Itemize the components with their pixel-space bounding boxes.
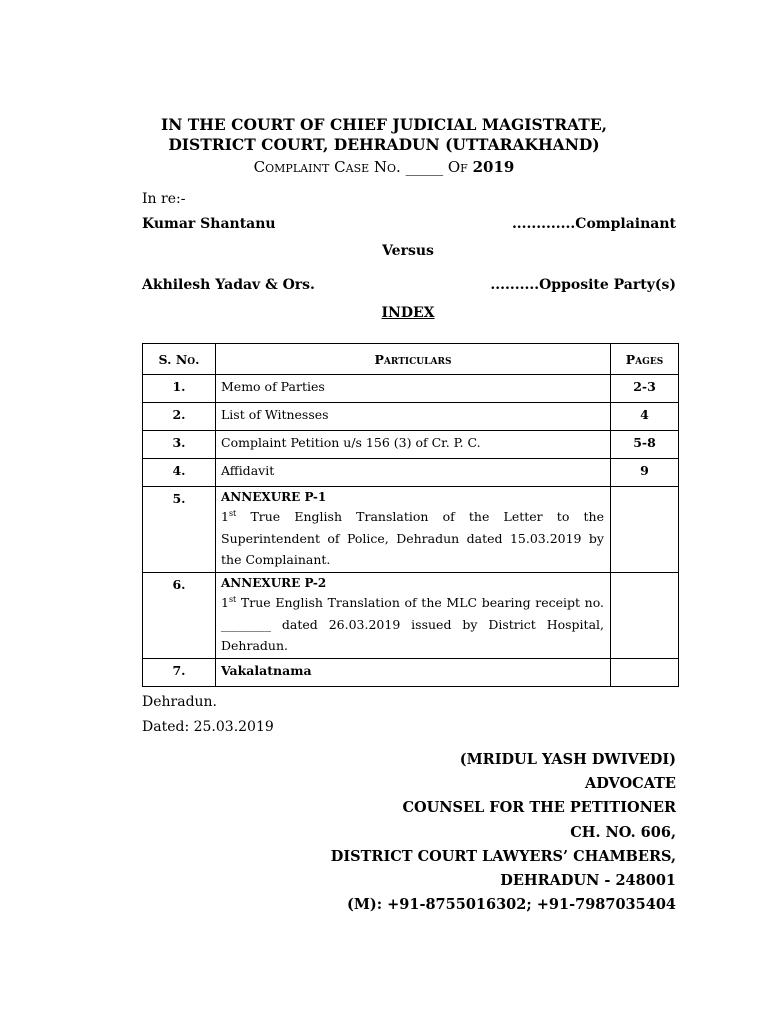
table-row xyxy=(143,487,679,573)
table-row xyxy=(143,659,679,687)
row-pages: 4 xyxy=(611,403,679,431)
index-title: INDEX xyxy=(381,305,435,321)
row-particulars: Complaint Petition u/s 156 (3) of Cr. P. C. xyxy=(216,431,611,459)
ordinal-suffix: st xyxy=(228,595,237,604)
place-label: Dehradun. xyxy=(142,694,218,710)
phone-numbers: (M): +91-8755016302; +91-7987035404 xyxy=(346,896,676,914)
advocate-title: ADVOCATE xyxy=(584,775,676,793)
row-particulars xyxy=(216,573,611,659)
chambers-address: DISTRICT COURT LAWYERS’ CHAMBERS, xyxy=(330,847,676,865)
row-pages xyxy=(611,659,679,687)
annexure-text: True English Translation of the Letter to the Superintendent of Police, Dehradun dated 15.03.2019 by the Complainant. xyxy=(221,509,604,568)
opposite-party-row xyxy=(142,277,676,293)
row-particulars: Affidavit xyxy=(216,459,611,487)
advocate-name: (MRIDUL YASH DWIVEDI) xyxy=(459,751,676,768)
complainant-name: Kumar Shantanu xyxy=(142,216,276,232)
index-table xyxy=(142,343,679,687)
table-row xyxy=(143,573,679,659)
row-pages xyxy=(611,573,679,659)
header-sno: S. No. xyxy=(143,344,216,375)
row-particulars: List of Witnesses xyxy=(216,403,611,431)
table-row xyxy=(143,431,679,459)
chamber-number: CH. NO. 606, xyxy=(570,823,676,841)
court-title-line1: IN THE COURT OF CHIEF JUDICIAL MAGISTRATE, xyxy=(160,115,608,134)
signature-block xyxy=(331,748,676,917)
in-re-label: In re:- xyxy=(142,191,186,207)
row-sno: 3. xyxy=(143,431,216,459)
court-title xyxy=(0,115,768,155)
complainant-role: .............Complainant xyxy=(511,216,676,232)
table-row xyxy=(143,403,679,431)
row-sno: 4. xyxy=(143,459,216,487)
versus-label: Versus xyxy=(382,243,434,259)
ordinal: 1 xyxy=(221,509,229,525)
row-sno: 2. xyxy=(143,403,216,431)
counsel-line: COUNSEL FOR THE PETITIONER xyxy=(402,799,676,817)
row-sno: 6. xyxy=(143,573,216,659)
row-pages: 2-3 xyxy=(611,375,679,403)
case-prefix: Complaint Case No. _____ Of xyxy=(253,158,468,176)
annexure-label: ANNEXURE P-1 xyxy=(221,490,327,504)
opposite-party-role: ..........Opposite Party(s) xyxy=(490,277,676,293)
row-pages: 5-8 xyxy=(611,431,679,459)
city-pincode: DEHRADUN - 248001 xyxy=(500,872,676,890)
row-particulars: Vakalatnama xyxy=(216,659,611,687)
row-particulars xyxy=(216,487,611,573)
row-particulars: Memo of Parties xyxy=(216,375,611,403)
court-title-line2: DISTRICT COURT, DEHRADUN (UTTARAKHAND) xyxy=(168,135,600,154)
header-particulars: Particulars xyxy=(216,344,611,375)
ordinal: 1 xyxy=(221,595,229,611)
case-year: 2019 xyxy=(472,158,515,176)
case-number-line xyxy=(0,158,768,176)
row-sno: 7. xyxy=(143,659,216,687)
annexure-label: ANNEXURE P-2 xyxy=(221,576,327,590)
row-sno: 1. xyxy=(143,375,216,403)
annexure-description xyxy=(221,503,604,571)
ordinal-suffix: st xyxy=(228,509,237,518)
table-row xyxy=(143,459,679,487)
date-label: Dated: 25.03.2019 xyxy=(142,719,274,735)
row-pages: 9 xyxy=(611,459,679,487)
table-row xyxy=(143,375,679,403)
opposite-party-name: Akhilesh Yadav & Ors. xyxy=(142,277,315,293)
row-pages xyxy=(611,487,679,573)
complainant-row xyxy=(142,216,676,232)
annexure-text: True English Translation of the MLC bearing receipt no. ________ dated 26.03.2019 issued by District Hospital, Dehradun. xyxy=(221,595,604,654)
row-sno: 5. xyxy=(143,487,216,573)
annexure-description xyxy=(221,589,604,657)
index-header-row xyxy=(143,344,679,375)
header-pages: Pages xyxy=(611,344,679,375)
